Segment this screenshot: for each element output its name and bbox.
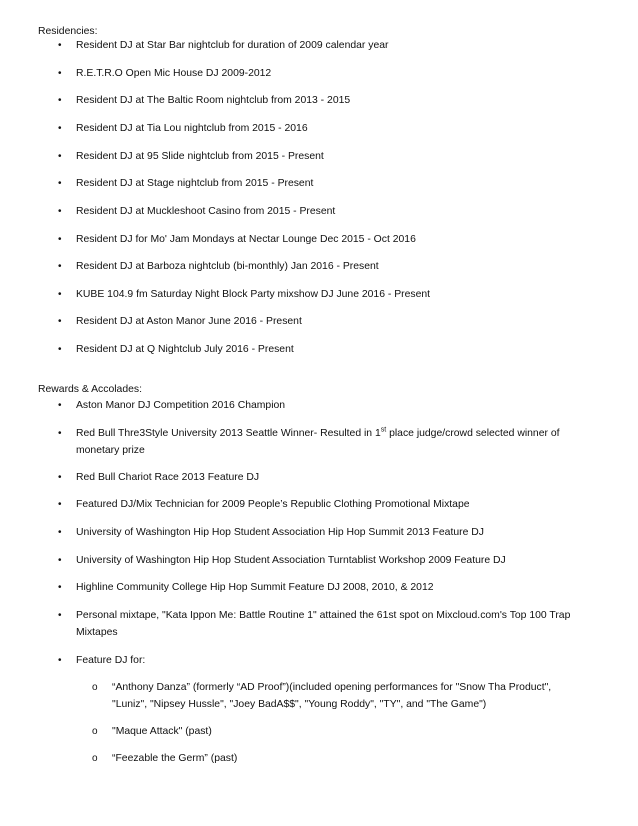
residencies-heading: Residencies: [38, 26, 98, 37]
list-item-text: University of Washington Hip Hop Student Association Hip Hop Summit 2013 Feature DJ [76, 527, 484, 538]
bullet: • [58, 655, 62, 666]
list-item-text: Highline Community College Hip Hop Summit Feature DJ 2008, 2010, & 2012 [76, 582, 434, 593]
bullet: • [58, 344, 62, 355]
bullet: • [58, 234, 62, 245]
bullet: • [58, 428, 62, 439]
list-item-text: Resident DJ at Star Bar nightclub for duration of 2009 calendar year [76, 40, 389, 51]
sub-bullet: o [92, 682, 98, 693]
text-part: place judge/crowd selected winner of monetary prize [76, 428, 560, 456]
bullet: • [58, 261, 62, 272]
sub-list-item-text: "Maque Attack" (past) [112, 726, 212, 737]
list-item-text: Resident DJ at 95 Slide nightclub from 2015 - Present [76, 151, 324, 162]
bullet: • [58, 123, 62, 134]
list-item-text: University of Washington Hip Hop Student Association Turntablist Workshop 2009 Feature DJ [76, 555, 506, 566]
sub-bullet: o [92, 753, 98, 764]
bullet: • [58, 316, 62, 327]
bullet: • [58, 95, 62, 106]
bullet: • [58, 472, 62, 483]
list-item-text: Resident DJ for Mo' Jam Mondays at Nectar Lounge Dec 2015 - Oct 2016 [76, 234, 416, 245]
list-item-text: KUBE 104.9 fm Saturday Night Block Party mixshow DJ June 2016 - Present [76, 289, 431, 300]
bullet: • [58, 178, 62, 189]
list-item-text: Resident DJ at Tia Lou nightclub from 2015 - 2016 [76, 123, 308, 134]
sub-bullet: o [92, 726, 98, 737]
list-item-text: Resident DJ at Stage nightclub from 2015 - Present [76, 178, 314, 189]
list-item-text: Feature DJ for: [76, 655, 146, 666]
bullet: • [58, 40, 62, 51]
bullet: • [58, 400, 62, 411]
bullet: • [58, 555, 62, 566]
list-item-text: Personal mixtape, "Kata Ippon Me: Battle Routine 1" attained the 61st spot on Mixcloud.com's Top 100 Trap Mixtapes [76, 610, 571, 638]
list-item-text [76, 425, 576, 459]
text-part: Red Bull Thre3Style University 2013 Seattle Winner- Resulted in 1 [76, 428, 381, 439]
list-item-text: Resident DJ at The Baltic Room nightclub from 2013 - 2015 [76, 95, 351, 106]
list-item-text: Resident DJ at Muckleshoot Casino from 2015 - Present [76, 206, 336, 217]
ordinal-suffix: st [380, 426, 387, 434]
rewards-heading: Rewards & Accolades: [38, 384, 142, 395]
sub-list-item-text: “Feezable the Germ” (past) [112, 753, 238, 764]
bullet: • [58, 499, 62, 510]
list-item-text: Aston Manor DJ Competition 2016 Champion [76, 400, 286, 411]
bullet: • [58, 151, 62, 162]
list-item-text: Featured DJ/Mix Technician for 2009 People’s Republic Clothing Promotional Mixtape [76, 499, 470, 510]
list-item-text: Resident DJ at Q Nightclub July 2016 - Present [76, 344, 294, 355]
list-item-text: R.E.T.R.O Open Mic House DJ 2009-2012 [76, 68, 272, 79]
bullet: • [58, 527, 62, 538]
bullet: • [58, 610, 62, 621]
list-item-text: Red Bull Chariot Race 2013 Feature DJ [76, 472, 260, 483]
list-item-text: Resident DJ at Barboza nightclub (bi-monthly) Jan 2016 - Present [76, 261, 379, 272]
bullet: • [58, 206, 62, 217]
bullet: • [58, 582, 62, 593]
list-item-text: Resident DJ at Aston Manor June 2016 - Present [76, 316, 302, 327]
bullet: • [58, 289, 62, 300]
sub-list-item-text: “Anthony Danza” (formerly “AD Proof”)(included opening performances for "Snow Tha Product", "Luniz", "Nipsey Hussle", "Joey BadA$$", "Young Roddy", "TY", and "The Game") [112, 682, 552, 710]
bullet: • [58, 68, 62, 79]
